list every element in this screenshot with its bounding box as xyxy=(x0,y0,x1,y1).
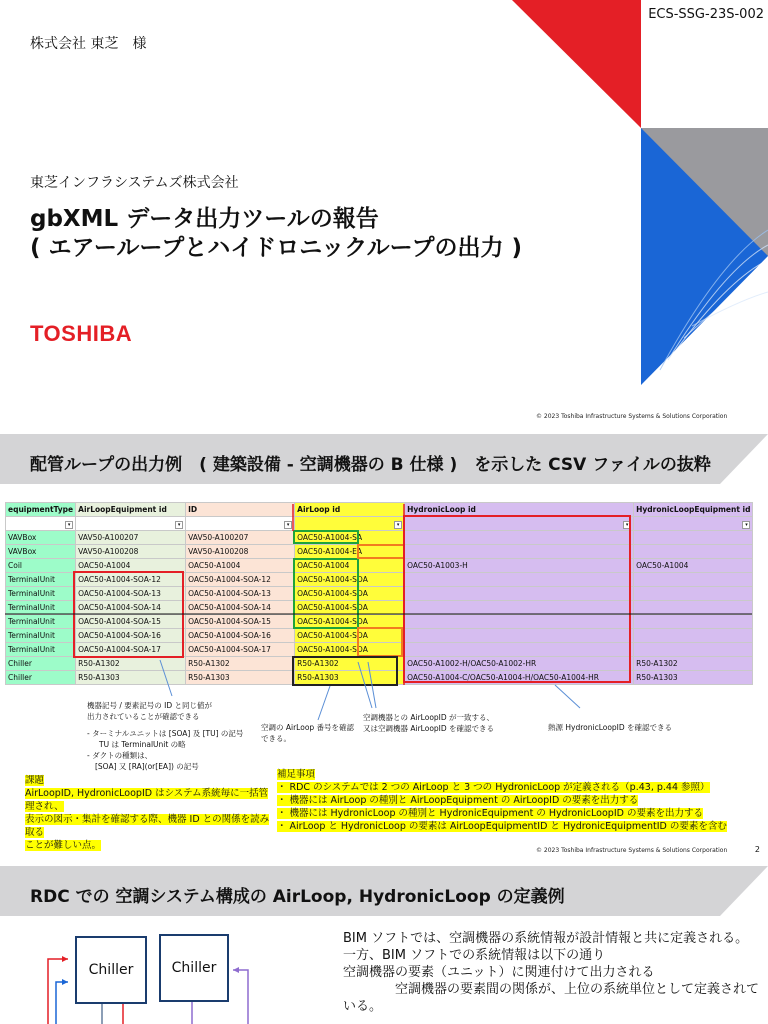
table-cell: OAC50-A1004 xyxy=(295,559,405,573)
table-cell: Chiller xyxy=(6,671,76,685)
table-cell: OAC50-A1004 xyxy=(634,559,753,573)
table-cell: OAC50-A1004-SOA-13 xyxy=(76,587,186,601)
table-cell: VAV50-A100208 xyxy=(186,545,295,559)
table-cell: R50-A1303 xyxy=(76,671,186,685)
filter-dropdown-icon[interactable]: ▾ xyxy=(623,521,631,529)
table-row xyxy=(6,587,753,601)
chiller-box: Chiller xyxy=(75,936,147,1004)
table-cell: OAC50-A1004-SOA-17 xyxy=(76,643,186,657)
table-cell xyxy=(634,531,753,545)
column-header: AirLoopEquipment id xyxy=(76,503,186,517)
table-row xyxy=(6,629,753,643)
table-cell xyxy=(634,601,753,615)
chiller-box: Chiller xyxy=(159,934,229,1002)
table-body xyxy=(6,531,753,685)
table-cell: OAC50-A1004-SOA-13 xyxy=(186,587,295,601)
page-title-sub: ( エアーループとハイドロニックループの出力 ) xyxy=(30,235,522,261)
slide-heading: RDC での 空調システム構成の AirLoop, HydronicLoop の定義例 xyxy=(30,887,565,907)
filter-dropdown-icon[interactable]: ▾ xyxy=(394,521,402,529)
table-cell: OAC50-A1002-H/OAC50-A1002-HR xyxy=(405,657,634,671)
table-cell: TerminalUnit xyxy=(6,615,76,629)
table-cell: OAC50-A1004-SOA xyxy=(295,615,405,629)
table-cell: TerminalUnit xyxy=(6,601,76,615)
table-cell: OAC50-A1004-SOA-15 xyxy=(76,615,186,629)
table-row xyxy=(6,573,753,587)
table-cell xyxy=(405,643,634,657)
company-name: 東芝インフラシステムズ株式会社 xyxy=(30,175,239,191)
table-cell: VAVBox xyxy=(6,545,76,559)
table-cell xyxy=(634,615,753,629)
table-cell: OAC50-A1004 xyxy=(186,559,295,573)
table-cell: VAVBox xyxy=(6,531,76,545)
csv-table xyxy=(5,502,753,685)
table-row xyxy=(6,615,753,629)
table-cell xyxy=(634,643,753,657)
table-cell: R50-A1303 xyxy=(634,671,753,685)
filter-dropdown-icon[interactable]: ▾ xyxy=(65,521,73,529)
annotation-airloop-match: 空調機器との AirLoopID が一致する、 又は空調機器 AirLoopID を確認できる xyxy=(363,713,495,733)
page-number: 2 xyxy=(754,845,760,854)
description-line: 空調機器の要素間の関係が、上位の系統単位として定義されている。 xyxy=(343,982,760,1014)
csv-example-slide xyxy=(0,432,768,864)
table-cell xyxy=(405,545,634,559)
annotation-airloop: 空調の AirLoop 番号を確認 できる。 xyxy=(261,723,355,743)
filter-row xyxy=(6,517,753,531)
table-cell: TerminalUnit xyxy=(6,629,76,643)
slide-heading: 配管ループの出力例 ( 建築設備 - 空調機器の B 仕様 ) を示した CSV ファイルの抜粋 xyxy=(30,455,711,475)
table-cell: TerminalUnit xyxy=(6,587,76,601)
issue-note: 課題 AirLoopID, HydronicLoopID はシステム系統毎に一括管理され、 表示の図示・集計を確認する際、機器 ID との関係を読み取る ことが難しい点。 xyxy=(25,775,270,851)
column-header: HydronicLoopEquipment id xyxy=(634,503,753,517)
table-cell: OAC50-A1004 xyxy=(76,559,186,573)
table-cell: Chiller xyxy=(6,657,76,671)
annotation-equipment-id: 機器記号 / 要素記号の ID と同じ値が 出力されていることが確認できる - ターミナルユニットは [SOA] 及 [TU] の記号 TU は TerminalUnit の略 - ダクトの種類は、 [SOA] 又 [RA](or[EA]) の記号 xyxy=(87,701,244,771)
table-cell xyxy=(405,629,634,643)
table-header-row xyxy=(6,503,753,517)
table-cell: R50-A1302 xyxy=(76,657,186,671)
organization-name: 株式会社 東芝 様 xyxy=(30,36,147,52)
table-row xyxy=(6,671,753,685)
table-cell: OAC50-A1004-SOA-15 xyxy=(186,615,295,629)
table-cell: OAC50-A1003-H xyxy=(405,559,634,573)
table-cell: OAC50-A1004-SOA xyxy=(295,629,405,643)
table-cell: OAC50-A1004-C/OAC50-A1004-H/OAC50-A1004-HR xyxy=(405,671,634,685)
table-cell xyxy=(634,587,753,601)
copyright: © 2023 Toshiba Infrastructure Systems & Solutions Corporation xyxy=(536,413,728,420)
table-cell: R50-A1302 xyxy=(295,657,405,671)
table-cell: OAC50-A1004-SOA-16 xyxy=(186,629,295,643)
table-cell xyxy=(405,601,634,615)
table-cell: R50-A1303 xyxy=(186,671,295,685)
rdc-definition-slide xyxy=(0,864,768,1024)
table-cell: OAC50-A1004-SOA xyxy=(295,601,405,615)
table-cell: VAV50-A100207 xyxy=(76,531,186,545)
table-cell: OAC50-A1004-SOA-14 xyxy=(76,601,186,615)
description-line: 一方、BIM ソフトでの系統情報は以下の通り xyxy=(343,948,606,963)
annotation-hydronic: 熱源 HydronicLoopID を確認できる xyxy=(548,723,673,732)
filter-dropdown-icon[interactable]: ▾ xyxy=(284,521,292,529)
filter-dropdown-icon[interactable]: ▾ xyxy=(742,521,750,529)
document-id: ECS-SSG-23S-002 xyxy=(648,7,764,22)
description-line: BIM ソフトでは、空調機器の系統情報が設計情報と共に定義される。 xyxy=(343,931,749,946)
red-triangle xyxy=(512,0,641,128)
title-slide xyxy=(0,0,768,432)
table-cell: OAC50-A1004-SOA-12 xyxy=(76,573,186,587)
supplement-note: 補足事項 ・ RDC のシステムでは 2 つの AirLoop と 3 つの HydronicLoop が定義される（p.43, p.44 参照） ・ 機器には AirLoop の種別と AirLoopEquipment の AirLoopID の要素を出力する ・ 機器には HydronicLoop の種別と HydronicEquipment の HydronicLoopID の要素を出力する ・ AirLoop と HydronicLoop の要素は AirLoopEquipmentID と HydronicEquipmentID の要素を含む xyxy=(277,769,727,832)
table-row xyxy=(6,545,753,559)
table-row xyxy=(6,531,753,545)
table-cell: OAC50-A1004-SOA-16 xyxy=(76,629,186,643)
table-cell xyxy=(634,573,753,587)
table-cell: OAC50-A1004-SOA xyxy=(295,587,405,601)
table-row xyxy=(6,643,753,657)
table-row xyxy=(6,559,753,573)
table-cell: R50-A1302 xyxy=(186,657,295,671)
table-cell: VAV50-A100207 xyxy=(186,531,295,545)
copyright: © 2023 Toshiba Infrastructure Systems & Solutions Corporation xyxy=(536,847,728,854)
table-cell: R50-A1302 xyxy=(634,657,753,671)
table-cell: OAC50-A1004-SA xyxy=(295,531,405,545)
table-cell xyxy=(405,573,634,587)
description-line: 空調機器の要素（ユニット）に関連付けて出力される xyxy=(343,965,655,980)
table-cell xyxy=(405,587,634,601)
table-cell xyxy=(634,629,753,643)
table-cell: Coil xyxy=(6,559,76,573)
table-cell: R50-A1303 xyxy=(295,671,405,685)
table-cell: TerminalUnit xyxy=(6,573,76,587)
table-row xyxy=(6,657,753,671)
table-row xyxy=(6,601,753,615)
toshiba-logo: TOSHIBA xyxy=(30,321,133,346)
table-cell: OAC50-A1004-SOA-17 xyxy=(186,643,295,657)
page-title: gbXML データ出力ツールの報告 xyxy=(30,206,379,232)
table-cell: OAC50-A1004-SOA xyxy=(295,573,405,587)
table-cell: OAC50-A1004-SOA-12 xyxy=(186,573,295,587)
column-header: HydronicLoop id xyxy=(405,503,634,517)
table-cell: TerminalUnit xyxy=(6,643,76,657)
table-cell: OAC50-A1004-EA xyxy=(295,545,405,559)
table-cell xyxy=(405,531,634,545)
table-cell xyxy=(634,545,753,559)
column-header: ID xyxy=(186,503,295,517)
slide-banner xyxy=(0,434,768,484)
table-cell: OAC50-A1004-SOA xyxy=(295,643,405,657)
table-cell: VAV50-A100208 xyxy=(76,545,186,559)
column-header: AirLoop id xyxy=(295,503,405,517)
table-cell: OAC50-A1004-SOA-14 xyxy=(186,601,295,615)
filter-dropdown-icon[interactable]: ▾ xyxy=(175,521,183,529)
column-header: equipmentType xyxy=(6,503,76,517)
table-cell xyxy=(405,615,634,629)
